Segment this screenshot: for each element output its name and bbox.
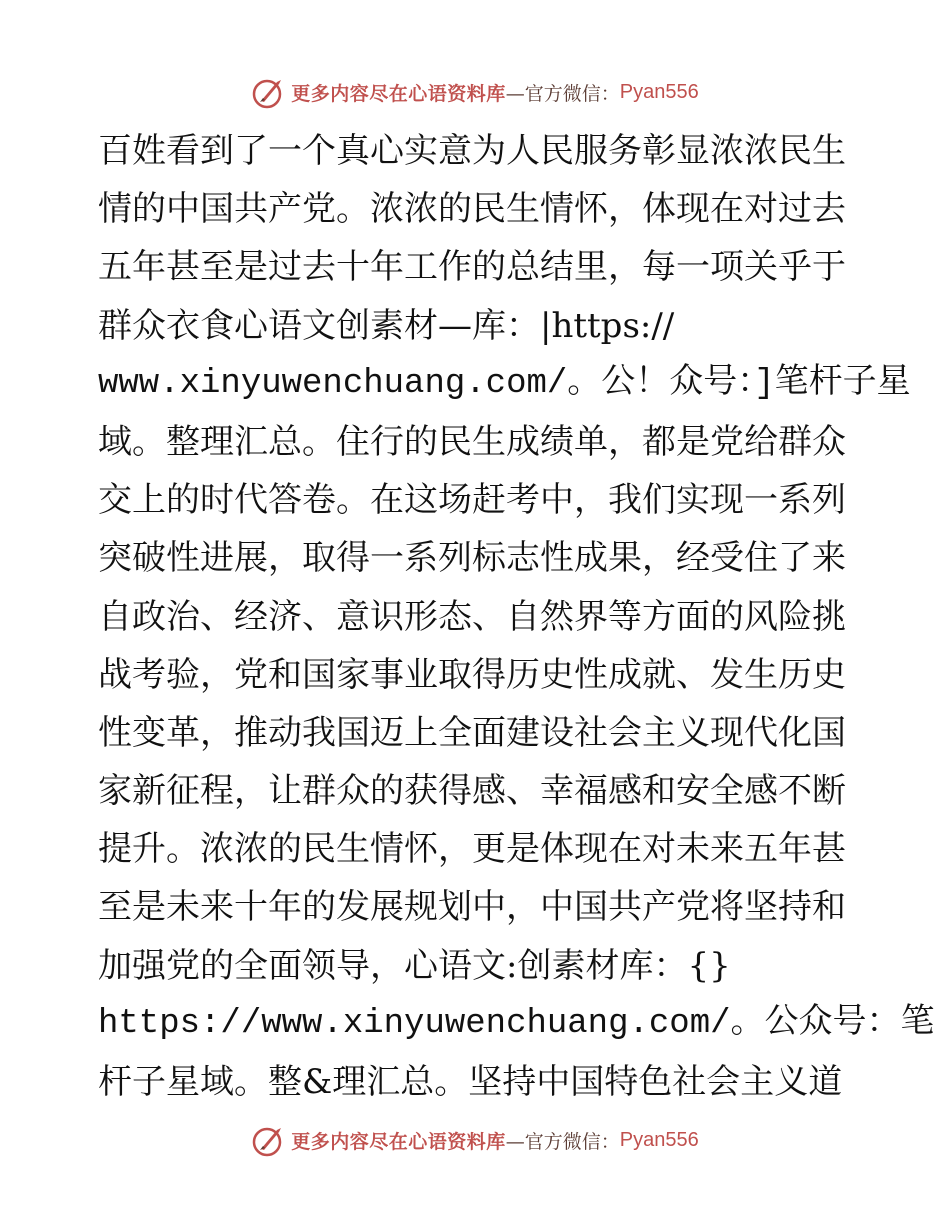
body-line: 加强党的全面领导，心语文:创素材库：{}	[98, 945, 731, 986]
quill-pen-logo-icon	[251, 1122, 287, 1158]
body-line: https://www.xinyuwenchuang.com/。公众号：笔	[98, 1004, 935, 1043]
body-line: 五年甚至是过去十年工作的总结里，每一项关乎于	[98, 247, 846, 288]
body-line: 至是未来十年的发展规划中，中国共产党将坚持和	[98, 887, 846, 928]
header-wechat-id: Pyan556	[619, 80, 699, 103]
body-line: 家新征程，让群众的获得感、幸福感和安全感不断	[98, 771, 846, 812]
body-line: 群众衣食心语文创素材—库：|https://	[98, 305, 675, 346]
footer-banner	[0, 1120, 950, 1160]
body-line: 百姓看到了一个真心实意为人民服务彰显浓浓民生	[98, 131, 846, 171]
body-line: 杆子星域。整&理汇总。坚持中国特色社会主义道	[98, 1062, 843, 1102]
body-line: 性变革，推动我国迈上全面建设社会主义现代化国	[98, 712, 846, 753]
body-line: 提升。浓浓的民生情怀，更是体现在对未来五年甚	[98, 829, 846, 870]
body-line: 情的中国共产党。浓浓的民生情怀，体现在对过去	[98, 189, 846, 230]
body-line: 域。整理汇总。住行的民生成绩单，都是党给群众	[98, 421, 846, 462]
header-wechat-label: —官方微信：	[505, 82, 620, 105]
body-line: 自政治、经济、意识形态、自然界等方面的风险挑	[98, 596, 846, 637]
document-body	[98, 122, 935, 1111]
quill-pen-logo-icon	[251, 74, 287, 110]
body-line: www.xinyuwenchuang.com/。公！众号：]笔杆子星	[98, 364, 911, 403]
body-line: 突破性进展，取得一系列标志性成果，经受住了来	[98, 538, 846, 579]
body-line: 交上的时代答卷。在这场赶考中，我们实现一系列	[98, 480, 846, 521]
header-red-text: 更多内容尽在心语资料库	[291, 82, 506, 105]
body-line: 战考验，党和国家事业取得历史性成就、发生历史	[98, 654, 846, 695]
footer-red-text: 更多内容尽在心语资料库	[291, 1130, 506, 1153]
header-banner	[0, 72, 950, 112]
footer-wechat-id: Pyan556	[619, 1128, 699, 1151]
footer-wechat-label: —官方微信：	[505, 1130, 620, 1153]
